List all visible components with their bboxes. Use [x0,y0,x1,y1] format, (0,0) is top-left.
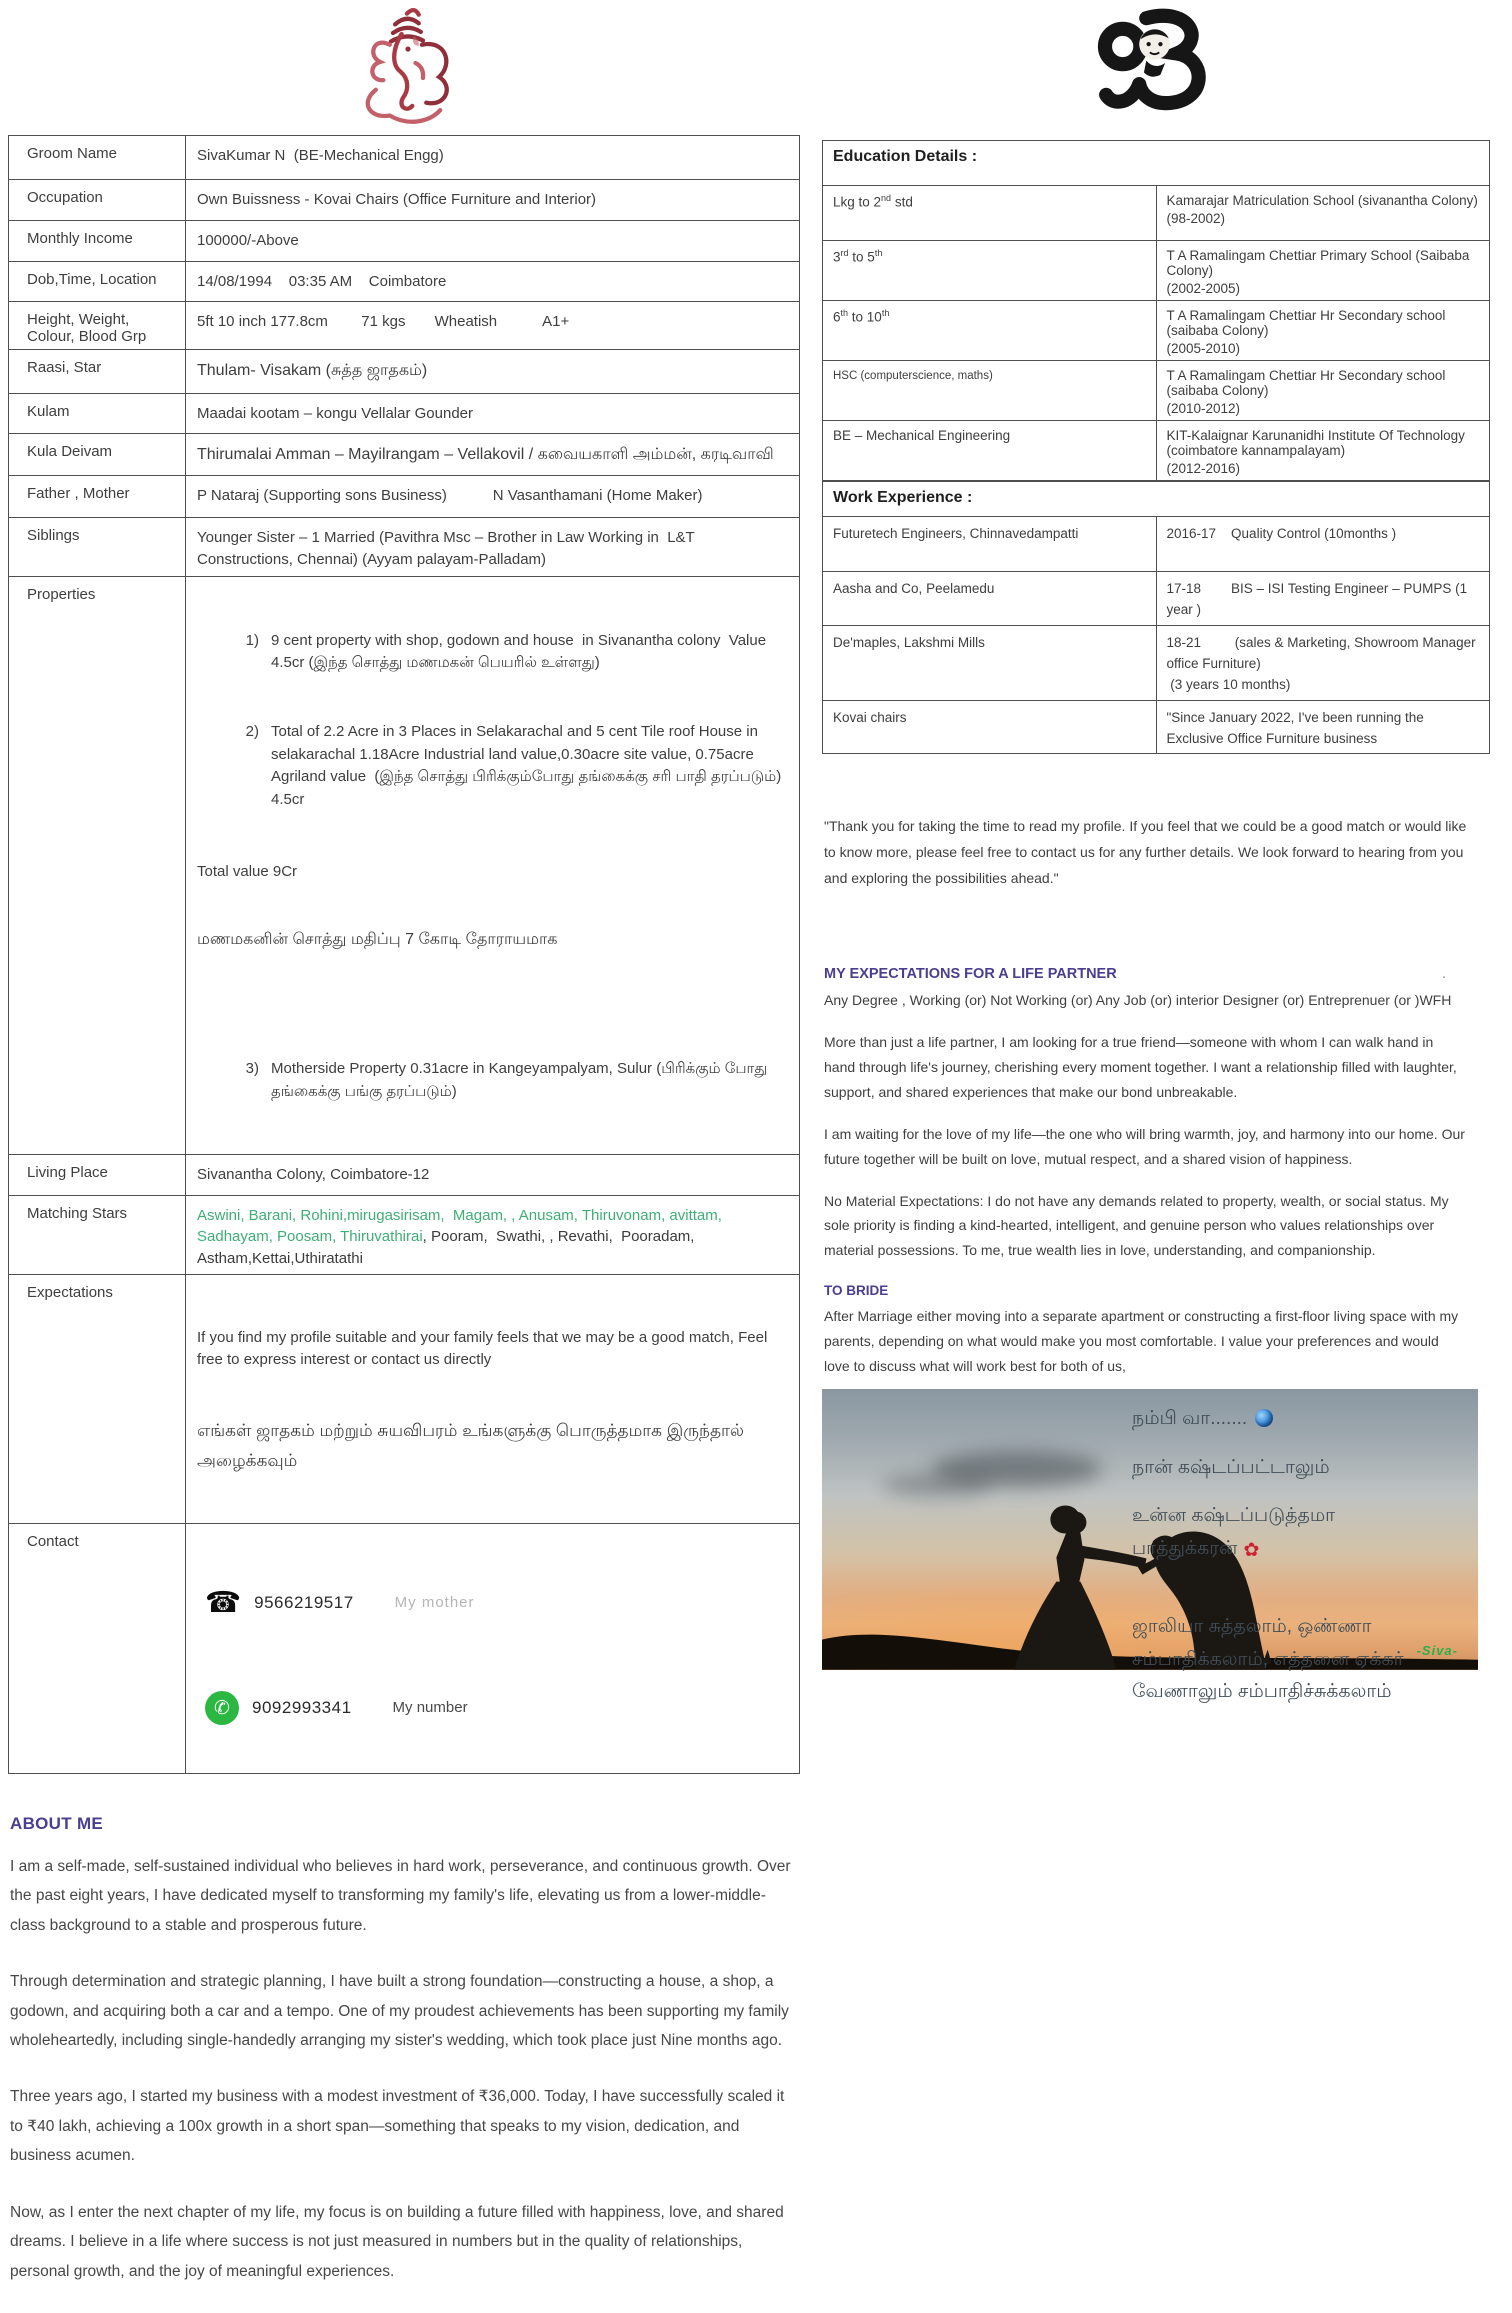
table-row [9,302,800,350]
dob-value: 14/08/1994 03:35 AM Coimbatore [186,262,800,302]
rose-icon: ✿ [1243,1539,1260,1561]
photo-caption-line: நம்பி வா....... [1132,1405,1404,1434]
whatsapp-icon: ✆ [205,1691,239,1725]
table-row [823,141,1490,186]
photo-caption-block [1132,1405,1404,1711]
school-name: T A Ramalingam Chettiar Primary School (Saibaba Colony) [1166,248,1470,278]
table-row [9,350,800,394]
work-detail: 17-18 BIS – ISI Testing Engineer – PUMPS (1 year ) [1156,572,1490,626]
table-row [9,577,800,1155]
properties-label: Properties [9,577,186,1155]
whatsapp-number: 9092993341 [252,1697,352,1717]
matching-stars-value [186,1195,800,1274]
partner-expectations-heading: . MY EXPECTATIONS FOR A LIFE PARTNER [824,966,1446,983]
contact-label: Contact [9,1524,186,1774]
living-place-label: Living Place [9,1154,186,1195]
school-years: (2002-2005) [1166,281,1241,296]
about-me-heading: ABOUT ME [10,1813,104,1833]
table-row [9,1154,800,1195]
raasi-star-label: Raasi, Star [9,350,186,394]
photo-signature: -Siva- [1416,1643,1458,1658]
om-icon [1092,4,1210,122]
table-row [823,361,1490,421]
closing-quote: "Thank you for taking the time to read my profile. If you feel that we could be a good match or would like to know more, please feel free to contact us for any further details. We look forward to hearing from you and exploring the possibilities ahead." [824,818,1467,887]
matching-stars-green: Aswini, Barani, Rohini,mirugasirisam, Magam, , Anusam, Thiruvonam, avittam, Sadhayam, Poosam, Thiruvathirai [197,1206,727,1246]
property-text: Motherside Property 0.31acre in Kangeyampalyam, Sulur (பிரிக்கும் போது தங்கைக்கு பங்கு தரப்படும்) [271,1060,772,1100]
property-num: 2) [245,723,259,740]
phone-note: My mother [394,1594,475,1612]
raasi-star-value: Thulam- Visakam (சுத்த ஜாதகம்) [186,350,800,394]
school-name: Kamarajar Matriculation School (sivanantha Colony) [1166,193,1478,208]
education-school [1156,186,1490,241]
work-org: De'maples, Lakshmi Mills [823,625,1157,700]
table-row [823,625,1490,700]
globe-icon [1255,1409,1273,1427]
about-paragraph: Three years ago, I started my business with a modest investment of ₹36,000. Today, I have successfully scaled it to ₹40 lakh, achieving a 100x growth in a short span—something that speaks to my vision, dedication, and business acumen. [10,2088,785,2165]
occupation-label: Occupation [9,180,186,221]
property-total-ta: மணமகனின் சொத்து மதிப்பு 7 கோடி தோராயமாக [197,931,558,949]
table-row [9,262,800,302]
property-item-2 [197,721,791,811]
work-experience-table [822,481,1490,754]
education-school [1156,241,1490,301]
right-column [822,140,1492,1702]
table-row [9,1274,800,1524]
father-mother-label: Father , Mother [9,476,186,518]
stray-mark: . [1441,966,1446,983]
photo-caption-line: ஜாலியா சுத்தலாம், ஒண்ணா [1132,1616,1372,1637]
dob-label: Dob,Time, Location [9,262,186,302]
table-row [9,1195,800,1274]
groom-name-label: Groom Name [9,136,186,180]
table-row [823,241,1490,301]
ganesha-icon [352,4,464,122]
education-heading: Education Details : [823,141,1490,186]
education-level: 3rd to 5th [823,241,1157,301]
expectations-en: If you find my profile suitable and your family feels that we may be a good match, Feel free to express interest or contact us directly [197,1329,772,1369]
table-row [823,517,1490,572]
about-paragraph: Through determination and strategic planning, I have built a strong foundation—constructing a house, a shop, a godown, and acquiring both a car and a tempo. One of my proudest achievements has been supporting my family wholeheartedly, including single-handedly arranging my sister's wedding, which took place just Nine months ago. [10,1973,789,2049]
expectations-value [186,1274,800,1524]
table-row [9,221,800,262]
contact-phone-row [205,1586,791,1619]
living-place-value: Sivanantha Colony, Coimbatore-12 [186,1154,800,1195]
property-num: 1) [245,631,259,649]
table-row [9,180,800,221]
partner-expectations-paragraph: I am waiting for the love of my life—the one who will bring warmth, joy, and harmony into our home. Our future together will be built on love, mutual respect, and a shared vision of happiness. [824,1125,1465,1167]
occupation-value: Own Buissness - Kovai Chairs (Office Furniture and Interior) [186,180,800,221]
school-name: T A Ramalingam Chettiar Hr Secondary school (saibaba Colony) [1166,308,1446,338]
table-row [823,700,1490,754]
education-level: BE – Mechanical Engineering [823,421,1157,481]
school-years: (2010-2012) [1166,401,1241,416]
work-heading: Work Experience : [823,482,1490,517]
contact-whatsapp-row [205,1691,791,1725]
whatsapp-note: My number [392,1699,468,1717]
property-text: Total of 2.2 Acre in 3 Places in Selakarachal and 5 cent Tile roof House in selakarachal 1.18Acre Industrial land value,0.30acre site value, 0.75acre Agriland value (இந்த சொத்து பிரிக்கும்போது தங்கைக்கு சரி பாதி தரப்படும்) 4.5cr [271,723,786,808]
monthly-income-label: Monthly Income [9,221,186,262]
groom-name-value: SivaKumar N (BE-Mechanical Engg) [186,136,800,180]
education-table [822,140,1490,481]
kula-deivam-label: Kula Deivam [9,434,186,476]
partner-expectations-paragraph: No Material Expectations: I do not have any demands related to property, wealth, or social status. My sole priority is finding a kind-hearted, intelligent, and genuine person who values relationships over material possessions. To me, true wealth lies in love, understanding, and companionship. [824,1192,1449,1259]
table-row [823,482,1490,517]
about-paragraph: I am a self-made, self-sustained individual who believes in hard work, perseverance, and continuous growth. Over the past eight years, I have dedicated myself to transforming my family's life, elevating us from a lower-middle-class background to a stable and prosperous future. [10,1857,791,1934]
school-years: (98-2002) [1166,211,1226,226]
couple-sunset-photo [822,1389,1478,1702]
work-detail: 18-21 (sales & Marketing, Showroom Manager office Furniture) (3 years 10 months) [1156,625,1490,700]
property-num: 3) [245,1060,259,1078]
height-weight-label: Height, Weight, Colour, Blood Grp [9,302,186,350]
school-name: KIT-Kalaignar Karunanidhi Institute Of Technology (coimbatore kannampalayam) [1166,428,1465,458]
groom-details-table [8,135,800,1774]
table-row [823,186,1490,241]
school-years: (2005-2010) [1166,341,1241,356]
about-paragraph: Now, as I enter the next chapter of my life, my focus is on building a future filled with happiness, love, and shared dreams. I believe in a life where success is not just measured in numbers but in the quality of relationships, personal growth, and the joy of meaningful experiences. [10,2203,784,2280]
to-bride-heading: TO BRIDE [824,1283,889,1299]
education-level: Lkg to 2nd std [823,186,1157,241]
photo-caption-line: உன்ன கஷ்டப்படுத்தமா [1132,1505,1336,1526]
expectations-ta: எங்கள் ஜாதகம் மற்றும் சுயவிபரம் உங்களுக்கு பொருத்தமாக இருந்தால் அழைக்கவும் [197,1421,749,1471]
property-item-3 [197,1058,791,1103]
table-row [823,301,1490,361]
school-years: (2012-2016) [1166,461,1241,476]
table-row [9,1524,800,1774]
partner-expectations-paragraph: More than just a life partner, I am looking for a true friend—someone with whom I can walk hand in hand through life's journey, cherishing every moment together. I want a relationship filled with laughter, support, and shared experiences that make our bond unbreakable. [824,1034,1457,1100]
property-text: 9 cent property with shop, godown and house in Sivanantha colony Value 4.5cr (இந்த சொத்து மணமகன் பெயரில் உள்ளது) [271,631,771,671]
photo-caption-line: வேணாலும் சம்பாதிச்சுக்கலாம் [1132,1681,1392,1702]
table-row [823,421,1490,481]
photo-caption-line: பாத்துக்கரன் ✿ [1132,1537,1260,1561]
siblings-value: Younger Sister – 1 Married (Pavithra Msc – Brother in Law Working in L&T Constructions, Chennai) (Ayyam palayam-Palladam) [186,518,800,577]
table-row [9,394,800,434]
kulam-value: Maadai kootam – kongu Vellalar Gounder [186,394,800,434]
kula-deivam-value: Thirumalai Amman – Mayilrangam – Vellakovil / கவையகாளி அம்மன், கரடிவாவி [186,434,800,476]
expectations-label: Expectations [9,1274,186,1524]
kulam-label: Kulam [9,394,186,434]
property-total-en: Total value 9Cr [197,862,298,880]
school-name: T A Ramalingam Chettiar Hr Secondary school (saibaba Colony) [1166,368,1446,398]
table-row [9,518,800,577]
phone-icon: ☎ [205,1586,242,1619]
phone-number: 9566219517 [254,1592,354,1612]
education-school [1156,361,1490,421]
work-detail: 2016-17 Quality Control (10months ) [1156,517,1490,572]
matching-stars-label: Matching Stars [9,1195,186,1274]
work-org: Kovai chairs [823,700,1157,754]
table-row [823,572,1490,626]
work-org: Futuretech Engineers, Chinnavedampatti [823,517,1157,572]
to-bride-paragraph: After Marriage either moving into a separate apartment or constructing a first-floor living space with my parents, depending on what would make you most comfortable. I value your preferences and would love to discuss what will work best for both of us, [824,1308,1459,1375]
contact-value [186,1524,800,1774]
table-row [9,476,800,518]
left-column [8,135,800,2313]
education-level: 6th to 10th [823,301,1157,361]
partner-expectations-paragraph: Any Degree , Working (or) Not Working (or) Any Job (or) interior Designer (or) Entreprenuer (or )WFH [824,992,1452,1009]
father-mother-value: P Nataraj (Supporting sons Business) N Vasanthamani (Home Maker) [186,476,800,518]
education-level: HSC (computerscience, maths) [823,361,1157,421]
education-school [1156,301,1490,361]
work-detail: "Since January 2022, I've been running the Exclusive Office Furniture business [1156,700,1490,754]
education-school [1156,421,1490,481]
photo-caption-line: சம்பாதிக்கலாம், எத்தனை ஏக்கர் [1132,1648,1404,1670]
siblings-label: Siblings [9,518,186,577]
work-org: Aasha and Co, Peelamedu [823,572,1157,626]
table-row [9,434,800,476]
photo-caption-line: நான் கஷ்டப்பட்டாலும் [1132,1456,1330,1478]
height-weight-value: 5ft 10 inch 177.8cm 71 kgs Wheatish A1+ [186,302,800,350]
table-row [9,136,800,180]
properties-value [186,577,800,1155]
monthly-income-value: 100000/-Above [186,221,800,262]
property-item-1 [197,630,791,675]
matching-stars-black: , Pooram, Swathi, , Revathi, Pooradam, Astham,Kettai,Uthiratathi [197,1228,698,1268]
